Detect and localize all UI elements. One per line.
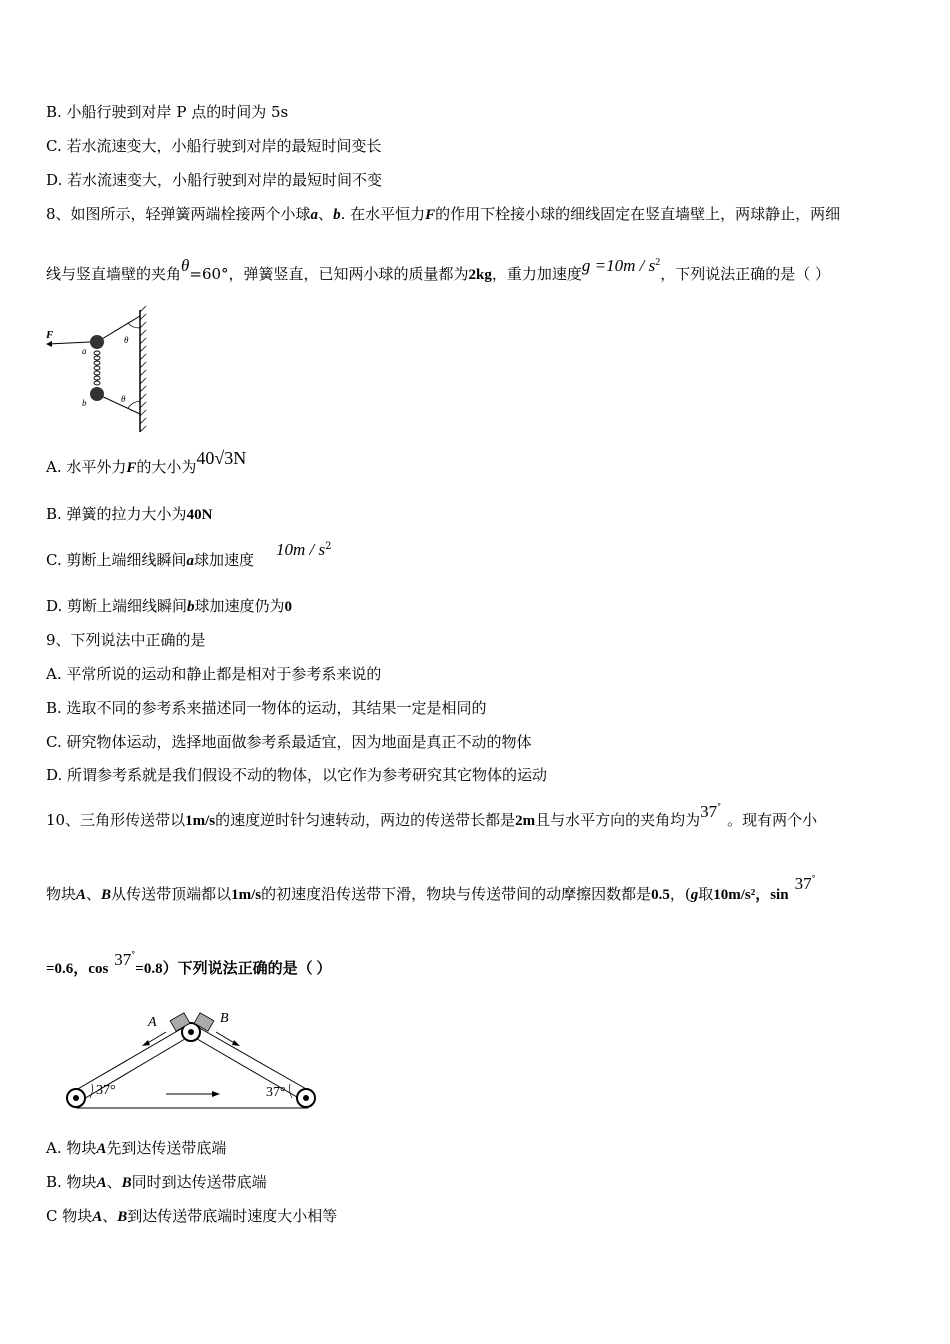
option-b-prev: B. 小船行驶到对岸 P 点的时间为 5s	[46, 103, 289, 121]
belt-left-upper	[76, 1026, 186, 1090]
q8-stem-line2: 线与竖直墙壁的夹角θ=60°，弹簧竖直，已知两小球的质量都为2kg，重力加速度$g =10m / s^2$，下列说法正确的是（ ）	[46, 256, 831, 283]
angle-arc-2	[128, 401, 140, 408]
q10-option-c: C 物块A、B到达传送带底端时速度大小相等	[46, 1207, 338, 1225]
label-theta-2: θ	[121, 394, 126, 404]
label-left-angle: 37°	[96, 1083, 116, 1098]
q8-option-a: A. 水平外力F的大小为40√3N	[46, 448, 247, 476]
pulley-right	[297, 1089, 315, 1107]
ball-a	[90, 335, 104, 349]
label-a: a	[82, 346, 87, 356]
angle-arc-1	[128, 323, 140, 328]
q10-option-a: A. 物块A先到达传送带底端	[46, 1139, 227, 1157]
pulley-left	[67, 1089, 85, 1107]
spring	[94, 351, 100, 385]
q9-option-b: B. 选取不同的参考系来描述同一物体的运动，其结果一定是相同的	[46, 699, 487, 717]
option-d-prev: D. 若水流速变大，小船行驶到对岸的最短时间不变	[46, 171, 383, 189]
ball-b	[90, 387, 104, 401]
q9-option-d: D. 所谓参考系就是我们假设不动的物体，以它作为参考研究其它物体的运动	[46, 766, 548, 784]
q9-option-c: C. 研究物体运动，选择地面做参考系最适宜，因为地面是真正不动的物体	[46, 733, 532, 751]
q8-figure	[44, 306, 154, 436]
arrow-bottom-head	[212, 1091, 220, 1097]
belt-right-upper	[196, 1026, 308, 1090]
q10-stem-line1: 10、三角形传送带以1m/s的速度逆时针匀速转动，两边的传送带长都是2m且与水平方向的夹角均为37°。现有两个小	[46, 802, 818, 829]
label-b: b	[82, 398, 87, 408]
force-arrow	[48, 342, 90, 344]
arrow-B	[216, 1032, 236, 1044]
q8-option-b: B. 弹簧的拉力大小为40N	[46, 505, 213, 523]
arrow-A-head	[142, 1040, 150, 1046]
q10-figure	[62, 1006, 322, 1116]
lower-string	[97, 394, 140, 414]
angle-arc-left	[90, 1084, 93, 1098]
label-F: F	[46, 329, 54, 341]
force-arrowhead	[46, 341, 52, 347]
arrow-A	[146, 1032, 166, 1044]
label-right-angle: 37°	[266, 1085, 286, 1100]
q8-option-d: D. 剪断上端细线瞬间b球加速度仍为0	[46, 597, 293, 615]
q9-option-a: A. 平常所说的运动和静止都是相对于参考系来说的	[46, 665, 382, 683]
wall-hatch	[140, 306, 146, 432]
q8-option-c: C. 剪断上端细线瞬间a球加速度$10m / s^2$	[46, 540, 332, 569]
arrow-B-head	[232, 1040, 240, 1046]
label-A: A	[148, 1015, 157, 1030]
q9-stem: 9、下列说法中正确的是	[46, 631, 206, 649]
label-B: B	[220, 1011, 229, 1026]
q10-stem-line3: =0.6，cos 37°=0.8）下列说法正确的是（ ）	[46, 950, 332, 977]
q8-stem-line1: 8、如图所示，轻弹簧两端栓接两个小球a、b. 在水平恒力F的作用下栓接小球的细线固定在竖直墙壁上，两球静止，两细	[46, 205, 841, 223]
q10-stem-line2: 物块A、B从传送带顶端都以1m/s的初速度沿传送带下滑，物块与传送带间的动摩擦因数都是0.5，(g取10m/s²，sin37°	[46, 874, 816, 903]
upper-string	[97, 316, 140, 342]
option-c-prev: C. 若水流速变大，小船行驶到对岸的最短时间变长	[46, 137, 382, 155]
q10-option-b: B. 物块A、B同时到达传送带底端	[46, 1173, 267, 1191]
angle-arc-right	[289, 1084, 292, 1098]
label-theta-1: θ	[124, 335, 129, 345]
